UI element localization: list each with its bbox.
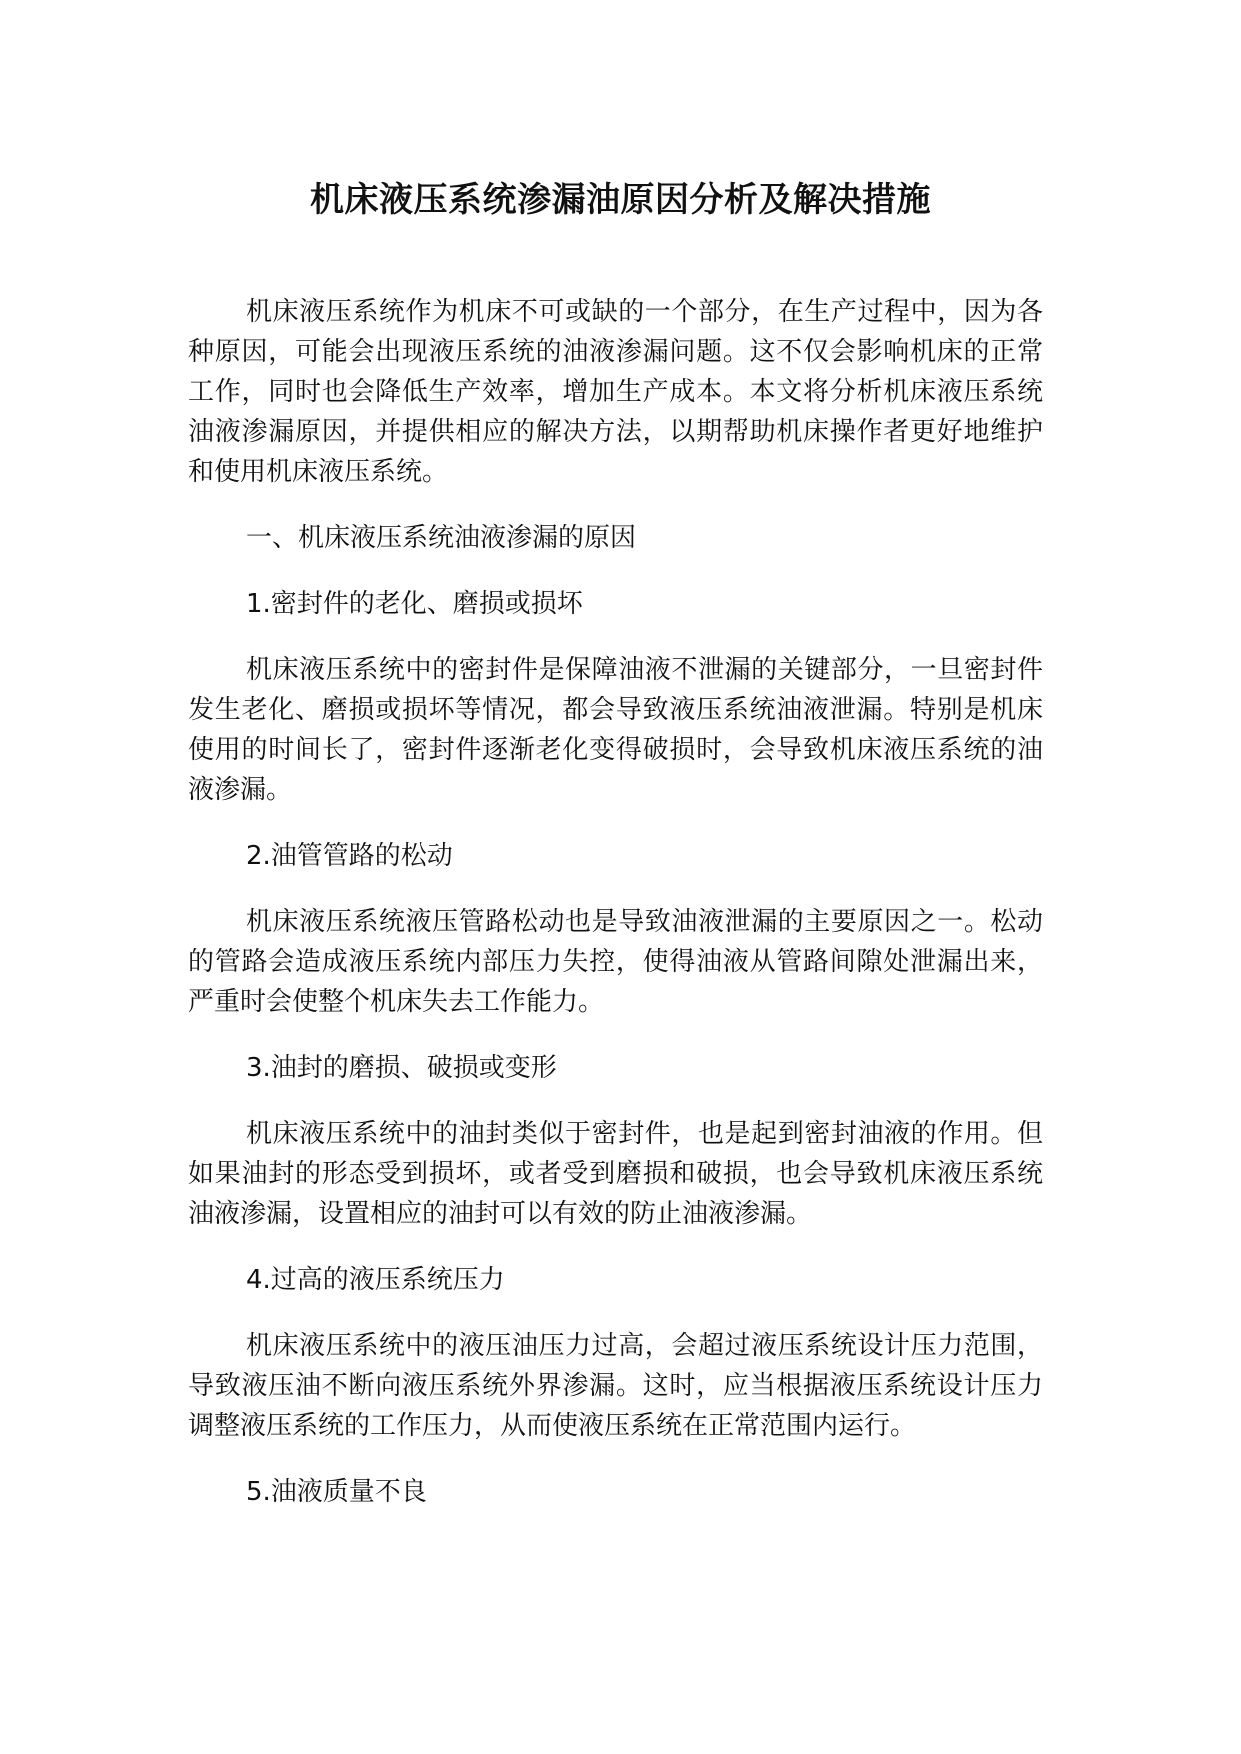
section-heading: 一、机床液压系统油液渗漏的原因	[246, 523, 637, 553]
paragraph-4: 机床液压系统中的液压油压力过高，会超过液压系统设计压力范围，导致液压油不断向液压系统外界渗漏。这时，应当根据液压系统设计压力调整液压系统的工作压力，从而使液压系统在正常范围内运行。	[188, 1331, 1043, 1441]
intro-paragraph: 机床液压系统作为机床不可或缺的一个部分，在生产过程中，因为各种原因，可能会出现液压系统的油液渗漏问题。这不仅会影响机床的正常工作，同时也会降低生产效率，增加生产成本。本文将分析机床液压系统油液渗漏原因，并提供相应的解决方法，以期帮助机床操作者更好地维护和使用机床液压系统。	[188, 297, 1043, 487]
document-title: 机床液压系统渗漏油原因分析及解决措施	[310, 180, 931, 220]
subheading-3: 3.油封的磨损、破损或变形	[246, 1053, 557, 1083]
document-body	[188, 292, 1043, 1538]
subheading-5: 5.油液质量不良	[246, 1477, 427, 1507]
paragraph-2: 机床液压系统液压管路松动也是导致油液泄漏的主要原因之一。松动的管路会造成液压系统内部压力失控，使得油液从管路间隙处泄漏出来，严重时会使整个机床失去工作能力。	[188, 907, 1043, 1017]
paragraph-1: 机床液压系统中的密封件是保障油液不泄漏的关键部分，一旦密封件发生老化、磨损或损坏等情况，都会导致液压系统油液泄漏。特别是机床使用的时间长了，密封件逐渐老化变得破损时，会导致机床液压系统的油液渗漏。	[188, 655, 1043, 805]
subheading-1: 1.密封件的老化、磨损或损坏	[246, 589, 583, 619]
subheading-4: 4.过高的液压系统压力	[246, 1265, 505, 1295]
subheading-2: 2.油管管路的松动	[246, 841, 453, 871]
paragraph-3: 机床液压系统中的油封类似于密封件，也是起到密封油液的作用。但如果油封的形态受到损坏，或者受到磨损和破损，也会导致机床液压系统油液渗漏，设置相应的油封可以有效的防止油液渗漏。	[188, 1119, 1043, 1229]
